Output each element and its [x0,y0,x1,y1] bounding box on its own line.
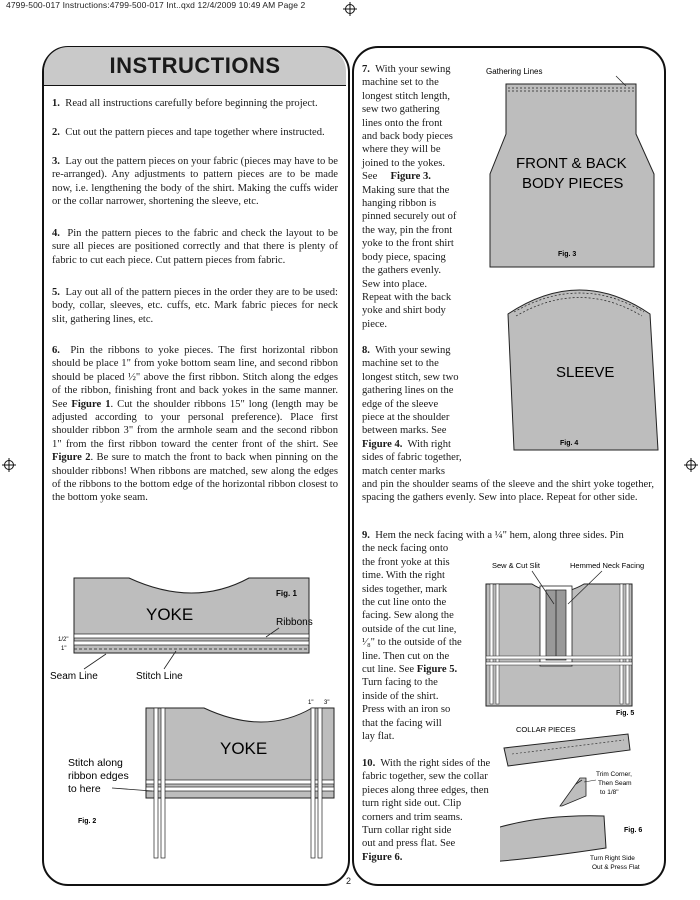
fig3-label: Fig. 3 [558,251,577,258]
turn-note-line-2: Out & Press Flat [592,864,640,871]
one-inch-dim: 1" [61,646,67,652]
fig5-label: Fig. 5 [616,710,635,717]
figure-5-neck-facing-diagram [482,556,660,721]
sleeve-label: SLEEVE [556,364,615,381]
figure-2-yoke-diagram [44,696,344,876]
step-2: 2. Cut out the pattern pieces and tape together where instructed. [52,127,325,138]
page-title: INSTRUCTIONS [44,47,346,86]
step-10: 10. With the right sides of the fabric together, sew the collar pieces along three edges, then turn right side out. Clip corners and trim seams. Turn collar right side out and press flat. See Figure 6. [362,758,491,863]
body-pieces-line-2: BODY PIECES [522,175,624,192]
step-8-continued: and pin the shoulder seams of the sleeve and the shirt yoke together, spacing the gathers evenly. Sew into place. Repeat for other side. [362,479,654,504]
fig1-label: Fig. 1 [276,589,297,598]
seam-line-label: Seam Line [50,671,98,682]
step-7: 7. With your sewing machine set to the longest stitch length, sew two gathering lines onto the front and back body pieces where they will be joined to the yokes. See Figure 3. Making sure that the hanging ribbon is pinned securely out of the way, pin the front yoke to the front shirt body piece, spacing the gathers evenly. Sew into place. Repeat with the back yoke and shirt body piece. [362,64,457,330]
fig2-one-inch-dim: 1" [308,700,314,706]
fig2-label: Fig. 2 [78,818,97,825]
step-5: 5. Lay out all of the pattern pieces in the order they are to be used: body, collar, sleeves, etc. cuffs, etc. Mark fabric pieces for neck slit, gathering lines, etc. [52,287,338,325]
figure-6-collar-diagram [500,718,660,878]
step-3: 3. Lay out the pattern pieces on your fabric (pieces may have to be re-arranged). Any adjustments to pattern pieces are to be made now, i.e. lengthening the body of the shirt. Making the cuffs wider or the collar narrower, shortening the sleeve, etc. [52,156,339,208]
fig2-three-inch-dim: 3" [324,700,330,706]
registration-mark-icon [2,458,16,472]
collar-pieces-label: COLLAR PIECES [516,725,576,734]
trim-note-line-2: Then Seam [598,780,632,787]
page-number: 2 [346,876,352,886]
fig4-label: Fig. 4 [560,440,579,447]
turn-note-line-1: Turn Right Side [590,855,635,862]
figure-4-sleeve-diagram [500,286,662,456]
step-9: 9. Hem the neck facing with a ¼" hem, along three sides. Pin the neck facing onto the front yoke at this time. With the right sides together, mark the cut line onto the facing. Sew along the outside of the cut line, ¹⁄₈" to the outside of the line. Then cut on the cut line. See Figure 5. Turn facing to the inside of the shirt. Press with an iron so that the facing will lay flat. [362,530,624,743]
figure-3-body-diagram [486,64,662,274]
trim-note-line-1: Trim Corner, [596,771,632,778]
hemmed-facing-label: Hemmed Neck Facing [570,561,645,570]
sew-cut-slit-label: Sew & Cut Slit [492,561,540,570]
file-slug: 4799-500-017 Instructions:4799-500-017 Int..qxd 12/4/2009 10:49 AM Page 2 [6,0,306,10]
figure-1-yoke-diagram [44,568,344,688]
stitch-note-line-1: Stitch along [68,757,123,769]
registration-mark-icon [684,458,698,472]
stitch-note-line-2: ribbon edges [68,770,129,782]
step-1: 1. Read all instructions carefully before beginning the project. [52,98,318,109]
fig6-label: Fig. 6 [624,827,643,834]
step-4: 4. Pin the pattern pieces to the fabric and check the layout to be sure all pieces are positioned correctly and that there is plenty of fabric to cut each piece. Cut pattern pieces from fabric. [52,228,339,266]
fig2-yoke-label: YOKE [220,739,268,758]
stitch-line-label: Stitch Line [136,671,183,682]
gathering-lines-label: Gathering Lines [486,67,543,76]
body-pieces-line-1: FRONT & BACK [516,155,627,172]
step-6: 6. Pin the ribbons to yoke pieces. The first horizontal ribbon should be place 1" from yoke bottom seam line, and second ribbon should be placed ½" above the first ribbon. Stitch along the edges of the ribbon, finishing front and back yokes in the same manner. See Figure 1. Cut the shoulder ribbons 15" long (length may be adjusted according to your personal preference). Place first shoulder ribbon 3" from the armhole seam and the second ribbon 1" from the first ribbon toward the center front of the shirt. See Figure 2. Be sure to match the front to back when pinning on the shoulder ribbons! When ribbons are matched, sew along the edges of the ribbons to the bottom edge of the horizontal ribbon closest to the bottom yoke seam. [52,345,339,504]
step-8: 8. With your sewing machine set to the longest stitch, sew two gathering lines on the edge of the sleeve piece at the shoulder between marks. See Figure 4. With right sides of fabric together, match center marks [362,345,462,477]
trim-note-line-3: to 1/8" [600,789,619,796]
ribbons-label: Ribbons [276,617,313,628]
half-inch-dim: 1/2" [58,637,69,643]
stitch-note-line-3: to here [68,783,101,795]
fig1-yoke-label: YOKE [146,605,194,624]
registration-mark-icon [343,2,357,16]
